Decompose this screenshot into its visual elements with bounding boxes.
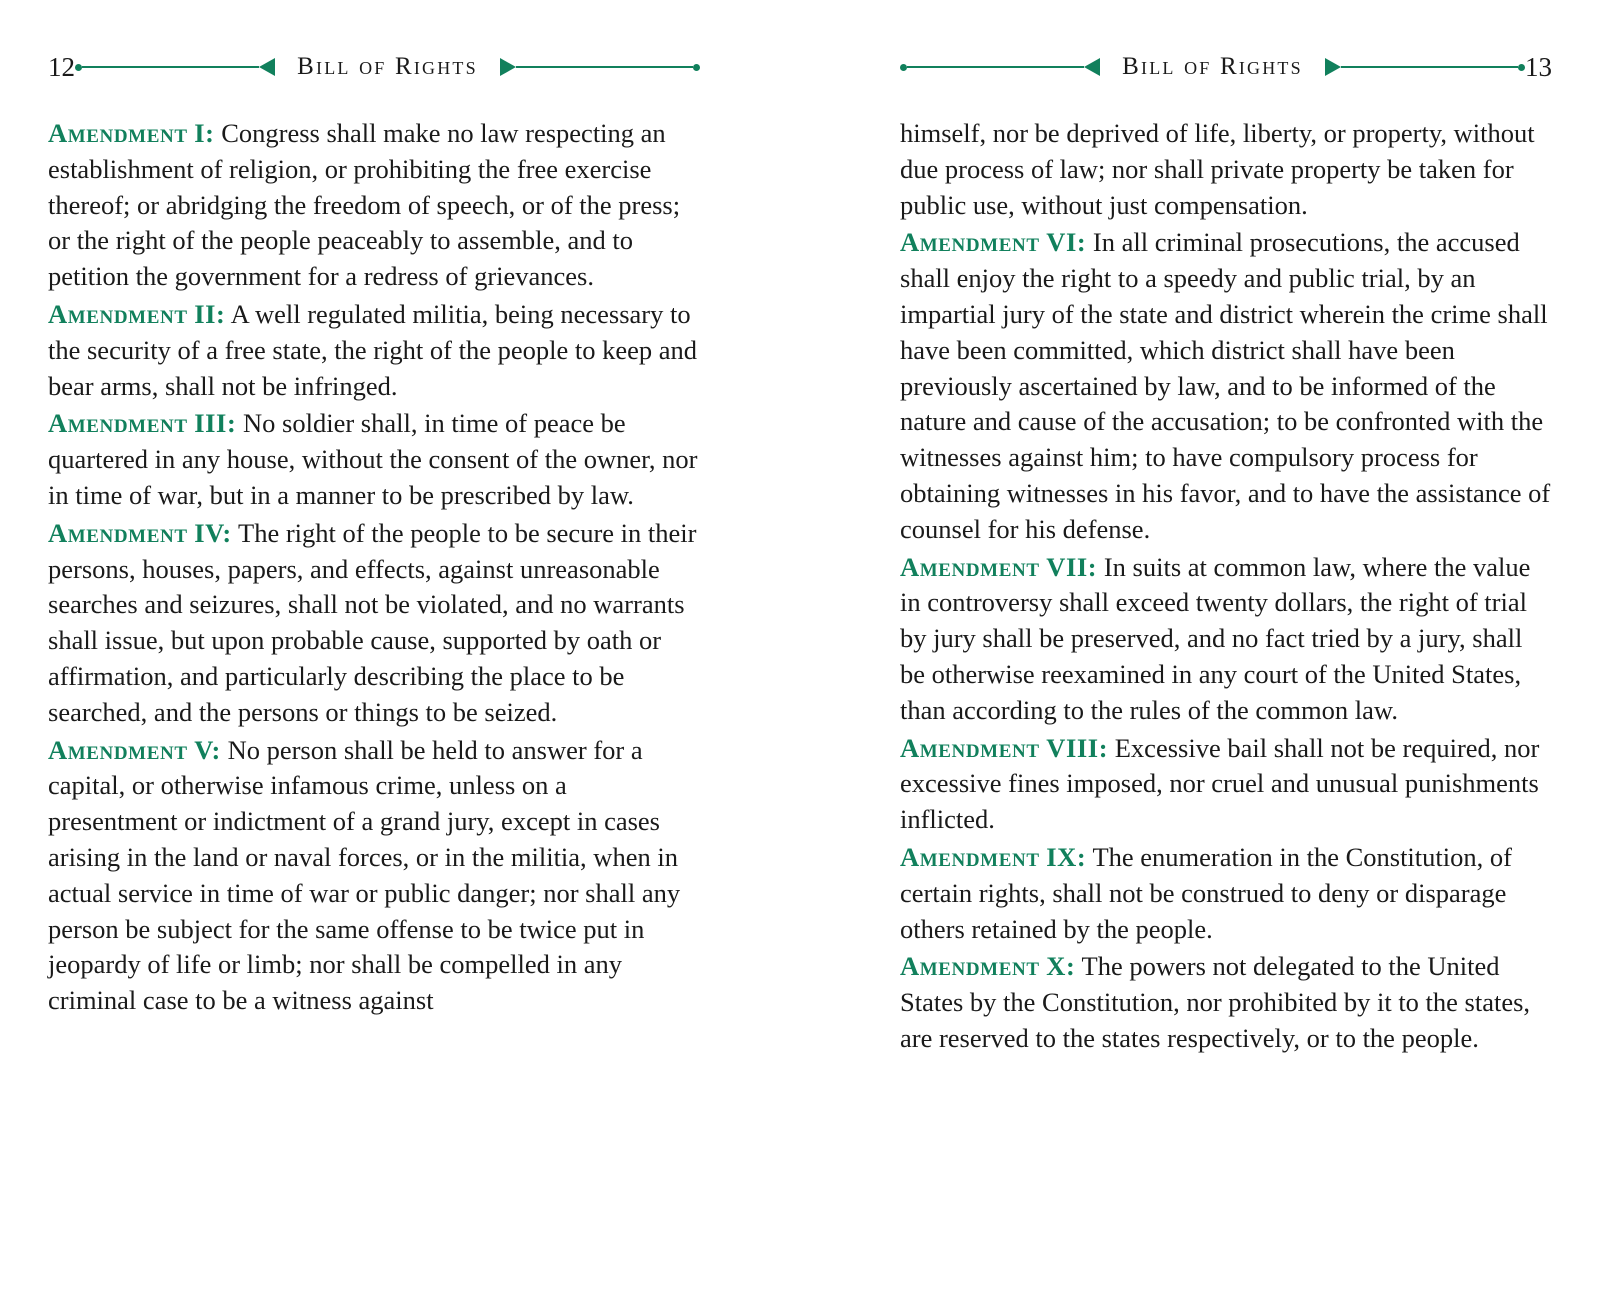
amendment-body: In all criminal prosecutions, the accused shall enjoy the right to a speedy and public trial, by an impartial jury of the state and district wherein the crime shall have been committed, which district shall have been previously ascertained by law, and to be informed of the nature and cause of the accusation; to be confronted with the witnesses against him; to have compulsory process for obtaining witnesses in his favor, and to have the assistance of counsel for his defense. [900,227,1551,544]
amendment-paragraph [900,731,1552,838]
continuation-paragraph: himself, nor be deprived of life, liberty, or property, without due process of law; nor shall private property be taken for public use, without just compensation. [900,118,1535,220]
amendment-number: VIII: [1046,732,1109,763]
amendment-paragraph [900,949,1552,1056]
folio-right: 13 [1525,51,1552,82]
amendment-number: I: [194,118,215,148]
running-head-title: Bill of Rights [1122,53,1303,80]
amendment-paragraph [900,550,1552,729]
amendment-paragraph [48,297,700,404]
triangle-left-icon [1084,58,1100,76]
dot-icon [75,64,82,71]
amendment-number: III: [194,408,237,439]
amendment-label: Amendment [48,118,188,148]
dot-icon [693,64,700,71]
amendment-label: Amendment [48,408,188,439]
amendment-paragraph [48,733,700,1019]
amendment-number: IX: [1046,841,1087,872]
rule-line [516,66,693,68]
amendment-label: Amendment [900,227,1040,258]
right-column-text [900,116,1552,1057]
rule-line [1341,66,1518,68]
ornament-rule-right [900,53,1525,81]
amendment-body: Congress shall make no law respecting an establishment of religion, or prohibiting the free exercise thereof; or abridging the freedom of speech, or of the press; or the right of the people peaceably to assemble, and to petition the government for a redress of grievances. [48,118,681,292]
amendment-paragraph [48,516,700,731]
amendment-body: No person shall be held to answer for a capital, or otherwise infamous crime, unless on a presentment or indictment of a grand jury, except in cases arising in the land or naval forces, or in the militia, when in actual service in time of war or public danger; nor shall any person be subject for the same offense to be twice put in jeopardy of life or limb; nor shall be compelled in any criminal case to be a witness against [48,734,681,1016]
running-head-right [900,44,1552,90]
amendment-label: Amendment [48,517,188,548]
rule-line [82,66,259,68]
amendment-number: VI: [1046,227,1087,258]
amendment-number: II: [194,298,226,329]
amendment-number: V: [194,734,221,765]
running-head-left [48,44,700,90]
amendment-body: The powers not delegated to the United States by the Constitution, nor prohibited by it to the states, are reserved to the states respectively, or to the people. [900,951,1531,1053]
amendment-label: Amendment [900,551,1040,582]
amendment-label: Amendment [900,732,1040,763]
amendment-paragraph [900,225,1552,547]
right-page [800,44,1600,1300]
left-column-text [48,116,700,1019]
triangle-right-icon [500,58,516,76]
amendment-body: A well regulated militia, being necessary to the security of a free state, the right of the people to keep and bear arms, shall not be infringed. [48,298,697,401]
amendment-number: X: [1046,951,1076,982]
dot-icon [900,64,907,71]
amendment-label: Amendment [48,734,188,765]
amendment-body: The enumeration in the Constitution, of certain rights, shall not be construed to deny or disparage others retained by the people. [900,841,1512,944]
left-page [0,44,800,1300]
amendment-number: VII: [1046,551,1098,582]
amendment-body: In suits at common law, where the value in controversy shall exceed twenty dollars, the right of trial by jury shall be preserved, and no fact tried by a jury, shall be otherwise reexamined in any court of the United States, than according to the rules of the common law. [900,551,1531,725]
dot-icon [1518,64,1525,71]
amendment-paragraph [900,840,1552,947]
triangle-right-icon [1325,58,1341,76]
amendment-paragraph [48,116,700,295]
ornament-rule-left [75,53,700,81]
amendment-body: Excessive bail shall not be required, nor excessive fines imposed, nor cruel and unusual punishments inflicted. [900,732,1540,835]
amendment-paragraph [48,406,700,513]
folio-left: 12 [48,51,75,82]
amendment-label: Amendment [900,841,1040,872]
amendment-label: Amendment [48,298,188,329]
amendment-number: IV: [194,517,232,548]
triangle-left-icon [259,58,275,76]
rule-line [907,66,1084,68]
amendment-body: No soldier shall, in time of peace be quartered in any house, without the consent of the owner, nor in time of war, but in a manner to be prescribed by law. [48,408,698,510]
amendment-body: The right of the people to be secure in their persons, houses, papers, and effects, against unreasonable searches and seizures, shall not be violated, and no warrants shall issue, but upon probable cause, supported by oath or affirmation, and particularly describing the place to be searched, and the persons or things to be seized. [48,517,697,727]
running-head-title: Bill of Rights [297,53,478,80]
amendment-label: Amendment [900,951,1040,982]
